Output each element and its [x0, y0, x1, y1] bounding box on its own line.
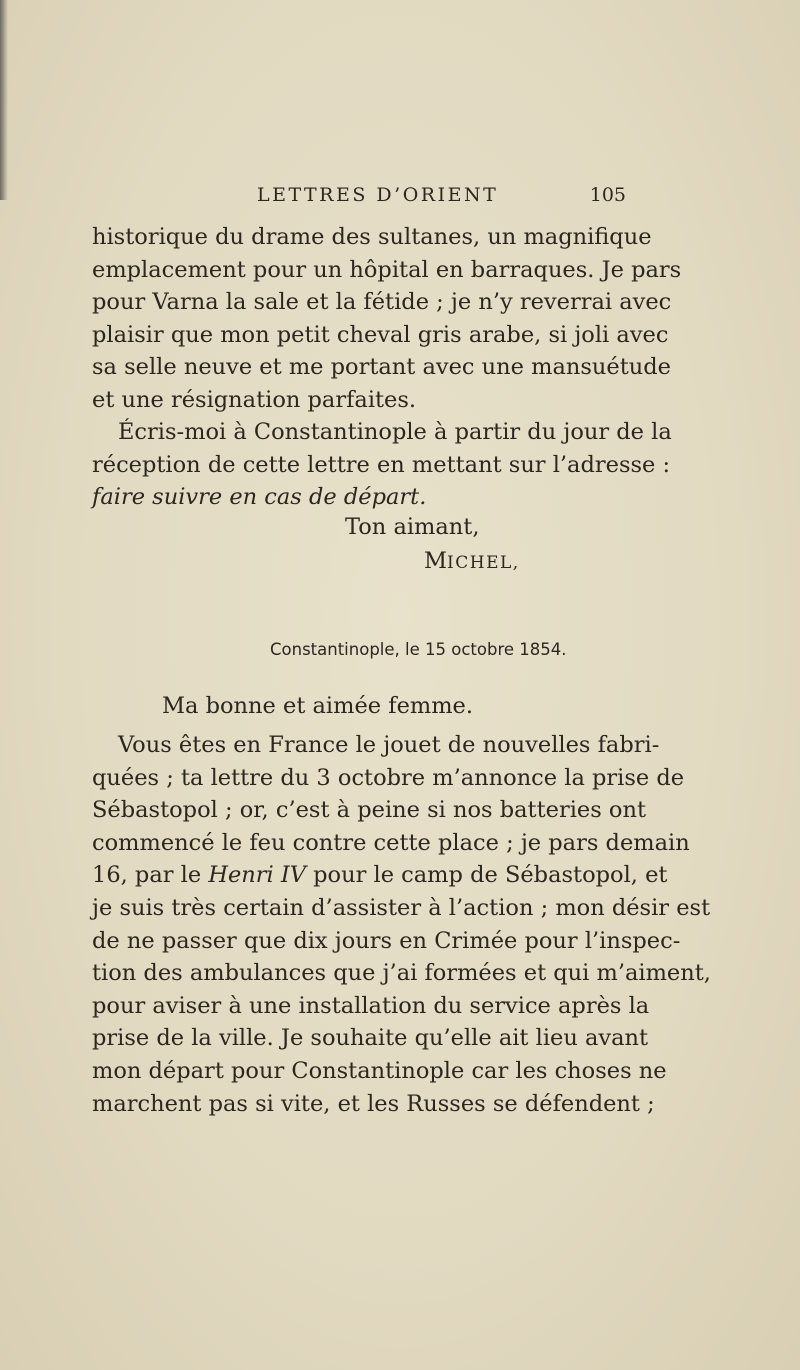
text-line: quées ; ta lettre du 3 octobre m’annonce la prise de [92, 764, 685, 791]
text-line: prise de la ville. Je souhaite qu’elle ait lieu avant [92, 1025, 649, 1052]
text-line: je suis très certain d’assister à l’action ; mon désir est [92, 894, 711, 921]
text-line: tion des ambulances que j’ai formées et qui m’aiment, [92, 960, 711, 987]
text-line: sa selle neuve et me portant avec une mansuétude [92, 354, 671, 381]
page-number: 105 [589, 184, 626, 206]
text-segment: pour le camp de Sébastopol, et [306, 862, 668, 889]
text-line: pour Varna la sale et la fétide ; je n’y reverrai avec [92, 289, 672, 316]
page-header [92, 184, 626, 214]
paragraph-1 [92, 221, 682, 417]
page-edge-shadow [0, 0, 8, 200]
text-line: de ne passer que dix jours en Crimée pour l’inspec- [92, 927, 681, 954]
dateline: Constantinople, le 15 octobre 1854. [270, 640, 567, 659]
salutation: Ma bonne et aimée femme. [162, 693, 474, 719]
text-line: commencé le feu contre cette place ; je pars demain [92, 829, 690, 856]
text-line: marchent pas si vite, et les Russes se défendent ; [92, 1090, 655, 1117]
signature-initial: M [424, 548, 448, 574]
text-line-italic: faire suivre en cas de départ. [92, 484, 427, 511]
text-line: et une résignation parfaites. [92, 386, 417, 413]
ship-name: Henri IV [208, 862, 306, 889]
text-segment: 16, par le [92, 862, 209, 889]
text-line: Écris-moi à Constantinople à partir du jour de la [118, 419, 672, 445]
running-title: LETTRES D’ORIENT [257, 184, 499, 206]
text-line: Vous êtes en France le jouet de nouvelles fabri- [118, 732, 660, 758]
text-line: pour aviser à une installation du service après la [92, 992, 650, 1019]
text-line: mon départ pour Constantinople car les choses ne [92, 1057, 667, 1084]
text-line: plaisir que mon petit cheval gris arabe, si joli avec [92, 321, 669, 348]
text-line: Sébastopol ; or, c’est à peine si nos batteries ont [92, 797, 646, 824]
text-line: réception de cette lettre en mettant sur l’adresse : [92, 451, 671, 478]
signature [424, 548, 520, 574]
paragraph-3 [92, 729, 711, 1120]
text-line-with-italic [92, 859, 668, 892]
text-line: historique du drame des sultanes, un magnifique [92, 224, 652, 250]
paragraph-2 [92, 416, 672, 514]
signature-rest: ICHEL, [447, 553, 520, 573]
text-line: emplacement pour un hôpital en barraques. Je pars [92, 256, 682, 283]
closing-farewell: Ton aimant, [345, 514, 480, 540]
